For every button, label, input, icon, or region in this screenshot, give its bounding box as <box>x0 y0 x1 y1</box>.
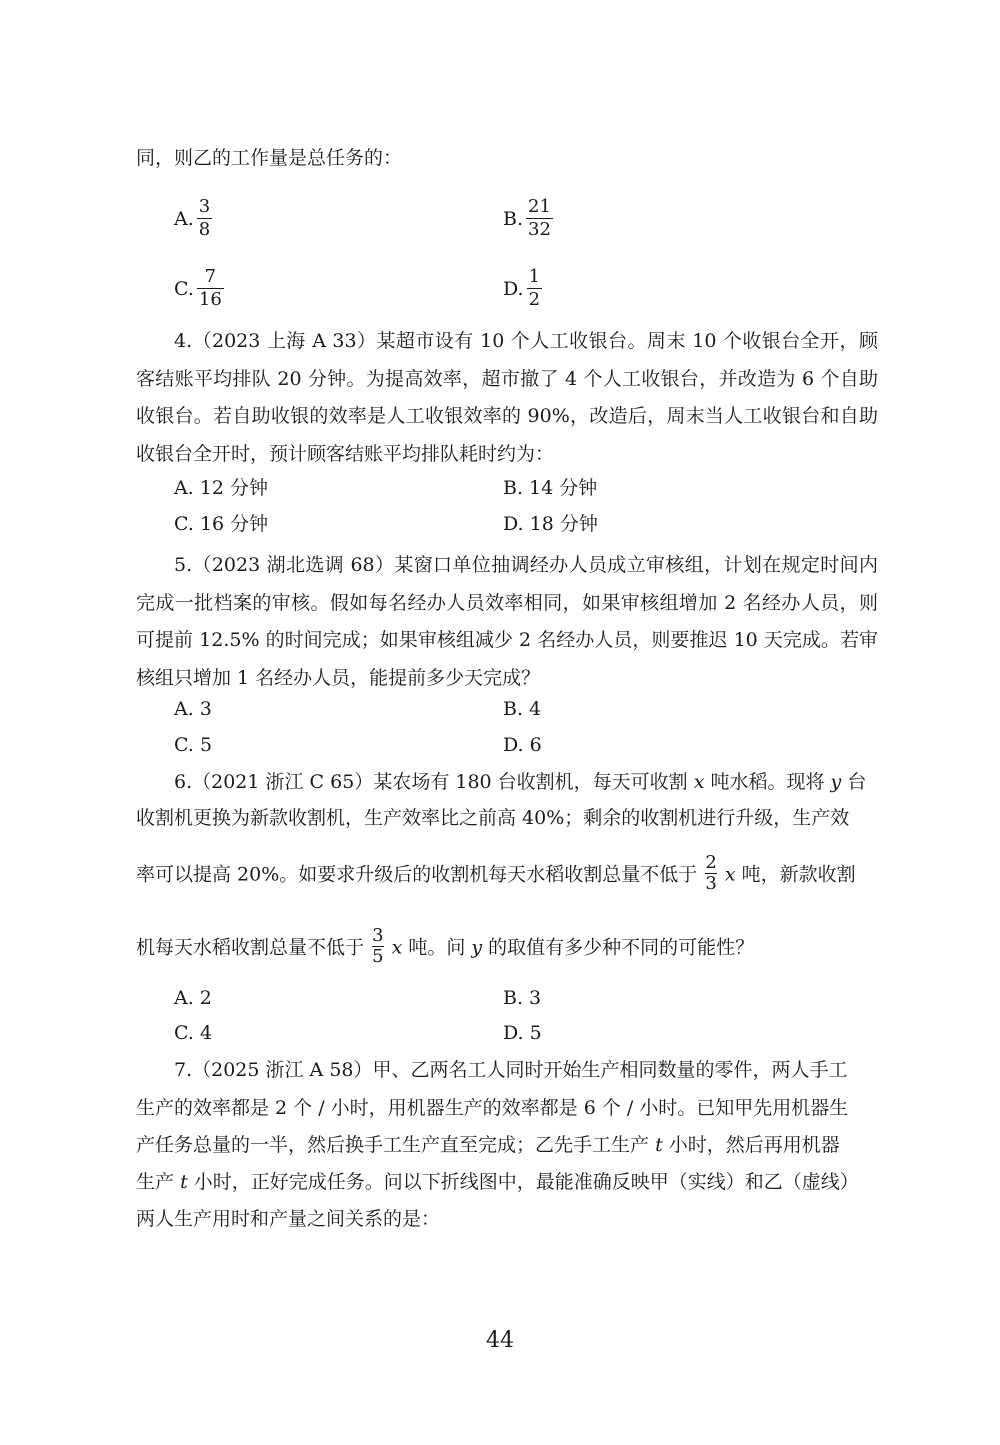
denominator: 32 <box>528 219 551 240</box>
q6-text-segment: 吨水稻。现将 <box>710 771 825 793</box>
intro-line: 同，则乙的工作量是总任务的： <box>136 147 403 169</box>
fraction-two-thirds <box>705 853 716 894</box>
fraction-three-fifths <box>372 926 383 967</box>
question-7-line-3 <box>136 1133 878 1157</box>
question-6-line-1 <box>174 770 878 794</box>
fraction <box>527 266 542 311</box>
option-a <box>174 196 215 241</box>
variable-x: x <box>693 771 705 793</box>
numerator: 7 <box>204 266 217 287</box>
q6-text-segment: 台 <box>847 771 867 793</box>
denominator: 2 <box>528 289 541 310</box>
variable-x: x <box>724 863 736 886</box>
option-d <box>503 266 545 311</box>
q5-option-d: D. 6 <box>503 734 542 756</box>
q6-text-segment: 吨，新款收割 <box>741 863 856 886</box>
q4-option-a: A. 12 分钟 <box>174 477 269 499</box>
numerator: 2 <box>705 852 717 873</box>
option-label: B. <box>503 207 524 230</box>
option-label: A. <box>174 207 194 230</box>
denominator: 3 <box>705 873 717 894</box>
q6-option-c: C. 4 <box>174 1022 213 1044</box>
q4-option-d: D. 18 分钟 <box>503 513 598 535</box>
q5-option-a: A. 3 <box>174 698 212 720</box>
variable-t: t <box>655 1134 663 1156</box>
q6-text-segment: 6.（2021 浙江 C 65）某农场有 180 台收割机，每天可收割 <box>174 771 688 793</box>
question-7-line-2: 生产的效率都是 2 个 / 小时，用机器生产的效率都是 6 个 / 小时。已知甲先用机器生 <box>136 1097 849 1119</box>
question-7-line-1: 7.（2025 浙江 A 58）甲、乙两名工人同时开始生产相同数量的零件，两人手工 <box>174 1059 848 1081</box>
numerator: 1 <box>528 266 541 287</box>
variable-y: y <box>471 936 483 959</box>
q7-text-segment: 生产 <box>136 1171 175 1193</box>
q4-option-b: B. 14 分钟 <box>503 477 598 499</box>
q7-text-segment: 小时，然后再用机器 <box>668 1134 840 1156</box>
page-number: 44 <box>486 1328 514 1353</box>
q7-text-segment: 小时，正好完成任务。问以下折线图中，最能准确反映甲（实线）和乙（虚线） <box>193 1171 859 1193</box>
q6-option-d: D. 5 <box>503 1022 542 1044</box>
question-6-line-2: 收割机更换为新款收割机，生产效率比之前高 40%；剩余的收割机进行升级，生产效 <box>136 807 850 829</box>
q5-option-b: B. 4 <box>503 698 542 720</box>
fraction <box>197 196 212 241</box>
q6-text-segment: 的取值有多少种不同的可能性？ <box>488 936 755 959</box>
option-label: D. <box>503 277 524 300</box>
question-7-line-4 <box>136 1170 878 1194</box>
q6-text-segment: 率可以提高 20%。如要求升级后的收割机每天水稻收割总量不低于 <box>136 863 698 886</box>
question-4-text: 4.（2023 上海 A 33）某超市设有 10 个人工收银台。周末 10 个收银台全开，顾客结账平均排队 20 分钟。为提高效率，超市撤了 4 个人工收银台，并改造为 6 个自助收银台。若自助收银的效率是人工收银效率的 90%，改造后，周末当人工收银台和自助收银台全开时，预计顾客结账平均排队耗时约为： <box>136 330 878 465</box>
denominator: 16 <box>198 289 222 310</box>
option-c <box>174 266 227 311</box>
numerator: 3 <box>198 196 211 217</box>
variable-x: x <box>391 936 403 959</box>
q6-option-b: B. 3 <box>503 987 542 1009</box>
numerator: 3 <box>372 925 384 946</box>
q6-text-segment: 吨。问 <box>408 936 466 959</box>
option-b <box>503 196 556 241</box>
variable-t: t <box>180 1171 188 1193</box>
q6-text-segment: 机每天水稻收割总量不低于 <box>136 936 365 959</box>
fraction <box>526 196 553 241</box>
denominator: 5 <box>372 946 384 967</box>
q4-option-c: C. 16 分钟 <box>174 513 269 535</box>
numerator: 21 <box>528 196 551 217</box>
question-6-line-3 <box>136 852 878 896</box>
q6-option-a: A. 2 <box>174 987 212 1009</box>
variable-y: y <box>830 771 842 793</box>
q7-text-segment: 产任务总量的一半，然后换手工生产直至完成；乙先手工生产 <box>136 1134 650 1156</box>
denominator: 8 <box>198 219 211 240</box>
question-5-text: 5.（2023 湖北选调 68）某窗口单位抽调经办人员成立审核组，计划在规定时间内完成一批档案的审核。假如每名经办人员效率相同，如果审核组增加 2 名经办人员，则可提前 12.5% 的时间完成；如果审核组减少 2 名经办人员，则要推迟 10 天完成。若审核组只增加 1 名经办人员，能提前多少天完成？ <box>136 554 878 689</box>
fraction <box>197 266 224 311</box>
question-7-line-5: 两人生产用时和产量之间关系的是： <box>136 1208 441 1230</box>
q5-option-c: C. 5 <box>174 734 213 756</box>
option-label: C. <box>174 277 194 300</box>
question-6-line-4 <box>136 925 878 969</box>
